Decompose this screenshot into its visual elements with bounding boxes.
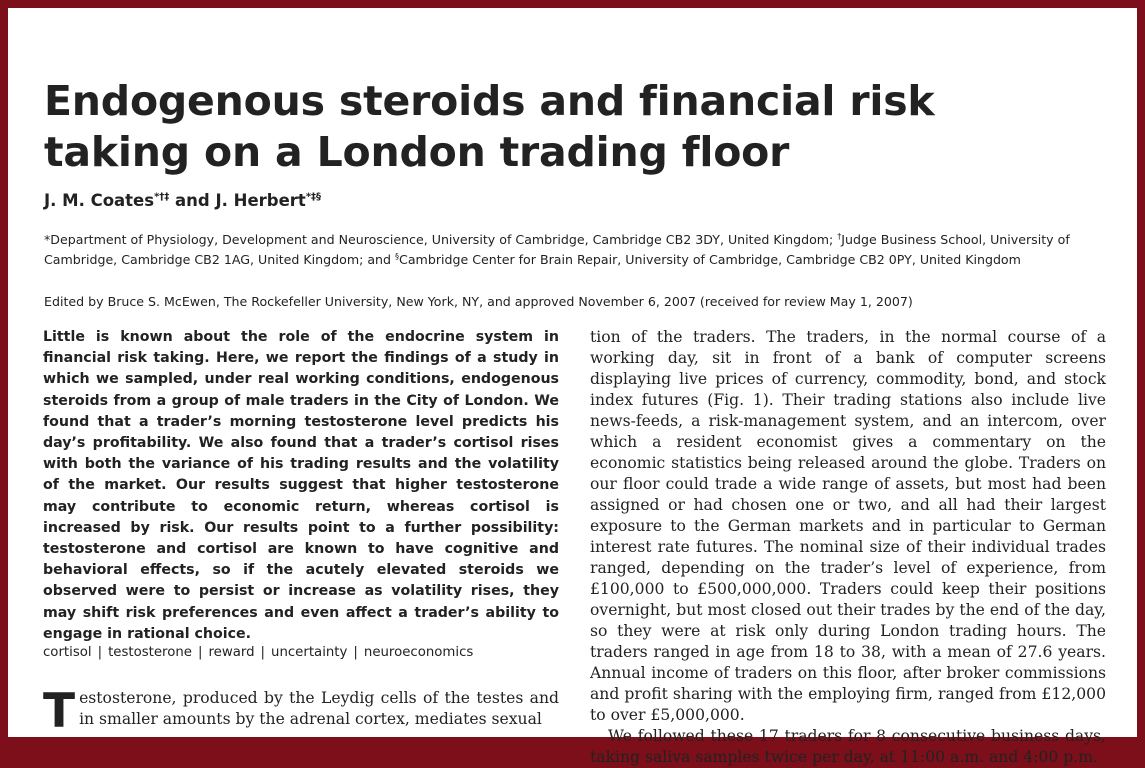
affil-mark-1: *	[44, 232, 51, 248]
body-column-right	[590, 327, 1106, 768]
intro-paragraph	[43, 684, 559, 739]
affil-mark-2: †	[837, 232, 842, 241]
affil-physiology: Department of Physiology, Development and Neuroscience, University of Cambridge, Cambridge CB2 3DY, United Kingdom;	[50, 232, 834, 248]
drop-cap: T	[43, 684, 76, 739]
abstract: Little is known about the role of the endocrine system in financial risk taking. Here, we report the findings of a study in which we sampled, under real working conditions, endogenous steroids from a group of male traders in the City of London. We found that a trader’s morning testosterone level predicts his day’s profitability. We also found that a trader’s cortisol rises with both the variance of his trading results and the volatility of the market. Our results suggest that higher testosterone may contribute to economic return, whereas cortisol is increased by risk. Our results point to a further possibility: testosterone and cortisol are known to have cognitive and behavioral effects, so if the acutely elevated steroids we observed were to persist or increase as volatility rises, they may shift risk preferences and even affect a trader’s ability to engage in rational choice.	[43, 329, 559, 642]
keyword-item[interactable]: uncertainty	[271, 645, 348, 660]
body-paragraph: We followed these 17 traders for 8 consecutive business days, taking saliva samples twice per day, at 11:00 a.m. and 4:00 p.m.	[590, 727, 1106, 766]
author-coates-marks: *†‡	[154, 191, 170, 203]
body-paragraph: tion of the traders. The traders, in the normal course of a working day, sit in front of a bank of computer screens displaying live prices of currency, commodity, bond, and stock index futures (Fig. 1). Their trading stations also include live news-feeds, a risk-management system, and an intercom, over which a resident economist gives a commentary on the economic statistics being released around the globe. Traders on our floor could trade a wide range of assets, but most had been assigned or had chosen one or two, and all had their largest exposure to the German markets and in particular to German interest rate futures. The nominal size of their individual trades ranged, depending on the trader’s level of experience, from £100,000 to £500,000,000. Traders could keep their positions overnight, but most closed out their trades by the end of the day, so they were at risk only during London trading hours. The traders ranged in age from 18 to 38, with a mean of 27.6 years. Annual income of traders on this floor, after broker commissions and profit sharing with the employing firm, ranged from £12,000 to over £5,000,000.	[590, 328, 1106, 724]
intro-text: estosterone, produced by the Leydig cells of the testes and in smaller amounts by the adrenal cortex, mediates sexual	[79, 689, 559, 728]
affil-mark-3: §	[395, 252, 400, 262]
author-herbert[interactable]: J. Herbert	[215, 191, 306, 210]
keyword-item[interactable]: cortisol	[43, 645, 92, 660]
paper-page	[8, 8, 1137, 766]
affil-judge: Judge Business School, University of Cambridge, Cambridge CB2 1AG, United Kingdom; and	[44, 232, 1070, 268]
author-coates[interactable]: J. M. Coates	[44, 191, 155, 210]
keyword-item[interactable]: testosterone	[108, 645, 192, 660]
paper-title: Endogenous steroids and financial risk taking on a London trading floor	[44, 77, 935, 176]
keyword-separator: |	[97, 645, 103, 660]
keyword-separator: |	[260, 645, 266, 660]
keywords	[43, 645, 563, 660]
author-herbert-marks: *‡§	[305, 191, 322, 203]
keyword-separator: |	[353, 645, 358, 660]
author-joiner: and	[175, 191, 210, 210]
keyword-separator: |	[197, 645, 203, 660]
edited-by-line: Edited by Bruce S. McEwen, The Rockefeller University, New York, NY, and approved November 6, 2007 (received for review May 1, 2007)	[44, 294, 913, 309]
keyword-item[interactable]: neuroeconomics	[363, 645, 474, 660]
keyword-item[interactable]: reward	[208, 645, 255, 660]
author-line	[44, 191, 321, 210]
affil-brain-repair: Cambridge Center for Brain Repair, University of Cambridge, Cambridge CB2 0PY, United Kingdom	[399, 252, 1021, 268]
affiliations	[44, 228, 1094, 268]
